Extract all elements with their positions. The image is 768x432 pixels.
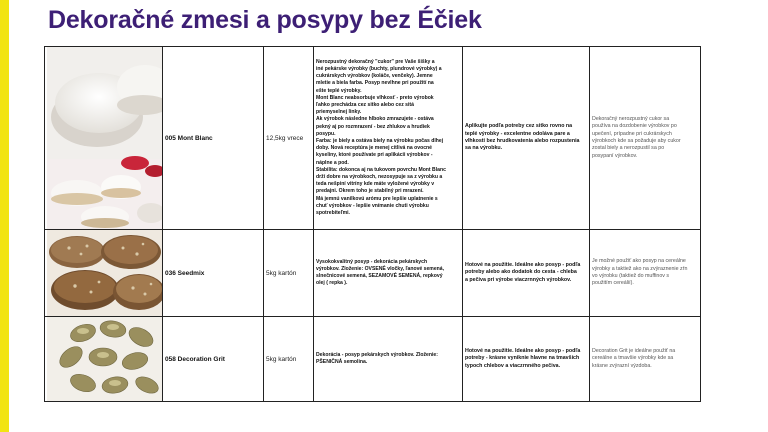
description-line: olej ( repka ). bbox=[316, 280, 348, 287]
note-line: použitím cereálií). bbox=[592, 280, 634, 287]
mont-blanc-photo bbox=[47, 47, 163, 229]
product-pack: 12,5kg vrece bbox=[264, 47, 314, 230]
note-line: používa na dozdobenie výrobkov po bbox=[592, 123, 677, 130]
usage-line: potreby - krásne vyniknie hlavne na tmavších bbox=[465, 355, 580, 362]
product-name: 005 Mont Blanc bbox=[163, 47, 264, 230]
usage-line: Aplikujte podľa potreby cez sitko rovno na bbox=[465, 123, 573, 130]
note-line: krásne zvýrazní výzdoba. bbox=[592, 362, 652, 369]
product-description bbox=[314, 230, 463, 317]
product-usage bbox=[463, 230, 590, 317]
product-pack: 5kg kartón bbox=[264, 317, 314, 402]
note-line: cereálne a tmavšie výrobky kde sa bbox=[592, 355, 674, 362]
product-note bbox=[590, 47, 701, 230]
note-line: zostal biely a nerozpustil sa po bbox=[592, 145, 665, 152]
description-line: Mont Blanc neabsorbuje vlhkosť - preto výrobok bbox=[316, 94, 434, 101]
description-line: ľahko prechádza cez sitko alebo cez sitá bbox=[316, 101, 414, 108]
note-line: Je možné použiť ako posyp na cereálne bbox=[592, 258, 686, 265]
product-table bbox=[44, 46, 701, 402]
description-line: mletie a biela farba. Posyp nevlhne pri použití na bbox=[316, 80, 434, 87]
note-line: Decoration Grit je ideálne použiť na bbox=[592, 348, 676, 355]
usage-line: a pečiva pri výrobe viaczrnných výrobkov. bbox=[465, 276, 572, 283]
product-image-cell bbox=[45, 317, 163, 402]
description-line: výrobkov. Zloženie: OVSENÉ vločky, ľanové semená, bbox=[316, 265, 445, 272]
description-line: posypu. bbox=[316, 130, 336, 137]
table-row bbox=[45, 230, 701, 317]
description-line: ešte teplé výrobky. bbox=[316, 87, 362, 94]
usage-line: Hotové na použitie. Ideálne ako posyp - podľa bbox=[465, 261, 581, 268]
product-usage bbox=[463, 317, 590, 402]
description-line: kyseliny, ktoré používate pri aplikácii výrobkov - bbox=[316, 152, 433, 159]
description-line: priemyselnej linky. bbox=[316, 109, 362, 116]
description-line: cukrárskych výrobkov (koláče, venčeky). Jemne bbox=[316, 73, 433, 80]
product-name: 036 Seedmix bbox=[163, 230, 264, 317]
description-line: Vysokokvalitný posyp - dekorácia pekárskych bbox=[316, 258, 428, 265]
description-line: Ak výrobok následne hlboko zmrazujete - ostáva bbox=[316, 116, 434, 123]
decoration-grit-photo bbox=[47, 317, 163, 401]
description-line: náplne a pod. bbox=[316, 159, 349, 166]
table-row bbox=[45, 47, 701, 230]
description-line: Farba: je biely a ostáva biely na výrobku počas dlhej bbox=[316, 138, 444, 144]
seedmix-photo bbox=[47, 230, 163, 316]
product-note bbox=[590, 317, 701, 402]
product-name: 058 Decoration Grit bbox=[163, 317, 264, 402]
product-image-cell bbox=[45, 47, 163, 230]
usage-line: typoch chlebov a viaczrnného pečiva. bbox=[465, 362, 561, 369]
usage-line: sa na výrobku. bbox=[465, 145, 503, 152]
note-line: Dekoračný nerozpustný cukor sa bbox=[592, 116, 670, 123]
product-image-cell bbox=[45, 230, 163, 317]
page-title: Dekoračné zmesi a posypy bez Éčiek bbox=[48, 6, 482, 34]
product-pack: 5kg kartón bbox=[264, 230, 314, 317]
table-row bbox=[45, 317, 701, 402]
note-line: vo výrobku (taktiež do muffinov s bbox=[592, 273, 670, 279]
product-description bbox=[314, 317, 463, 402]
note-line: posypaní výrobkov. bbox=[592, 152, 638, 159]
description-line: spotrebiteľmi. bbox=[316, 210, 350, 217]
usage-line: potreby alebo ako dodatok do cesta - chleba bbox=[465, 269, 577, 276]
yellow-accent-bar bbox=[0, 0, 9, 432]
description-line: chuť výrobkov - lepšie vnímanie chuti výrobku bbox=[316, 202, 429, 209]
description-line: doby. Nová receptúra je menej citlivá na ovocné bbox=[316, 145, 432, 152]
description-line: Dekorácia - posyp pekárskych výrobkov. Zloženie: bbox=[316, 351, 438, 358]
description-line: predajni. Okrem toho je stabilný pri mrazení. bbox=[316, 188, 424, 195]
note-line: výrobky a taktiež ako na zvýraznenie zŕn bbox=[592, 265, 688, 272]
description-line: PŠENIČNÁ semolina. bbox=[316, 359, 368, 365]
description-line: slnečnicové semená, SEZAMOVÉ SEMENÁ, repkový bbox=[316, 273, 443, 279]
description-line: Stabilita: dokonca aj na tukovom povrchu Mont Blanc bbox=[316, 166, 446, 173]
note-line: výrobkoch kde sa požaduje aby cukor bbox=[592, 138, 681, 144]
usage-line: vlhkosti bez hrudkovatenia alebo rozpustenia bbox=[465, 138, 580, 144]
description-line: Nerozpustný dekoračný "cukor" pre Vaše šišky a bbox=[316, 58, 435, 65]
description-line: iné pekárske výrobky (buchty, plundrové výrobky) a bbox=[316, 65, 442, 72]
note-line: upečení, prípadne pri cukrárskych bbox=[592, 130, 672, 137]
description-line: Má jemnú vanilkovú arómu pre lepšie uplatnenie s bbox=[316, 195, 438, 202]
description-line: drží dobre na výrobkoch, nezosypuje sa z výrobku a bbox=[316, 174, 443, 181]
product-description bbox=[314, 47, 463, 230]
description-line: pekný aj po rozmrazení - bez zhlukov a hrudiek bbox=[316, 123, 430, 130]
usage-line: teplé výrobky - excelentne odoláva pare a bbox=[465, 130, 570, 137]
product-note bbox=[590, 230, 701, 317]
description-line: teda nešpiní vitríny kde máte vyložené výrobky v bbox=[316, 181, 435, 188]
product-usage bbox=[463, 47, 590, 230]
usage-line: Hotové na použitie. Ideálne ako posyp - podľa bbox=[465, 347, 581, 354]
